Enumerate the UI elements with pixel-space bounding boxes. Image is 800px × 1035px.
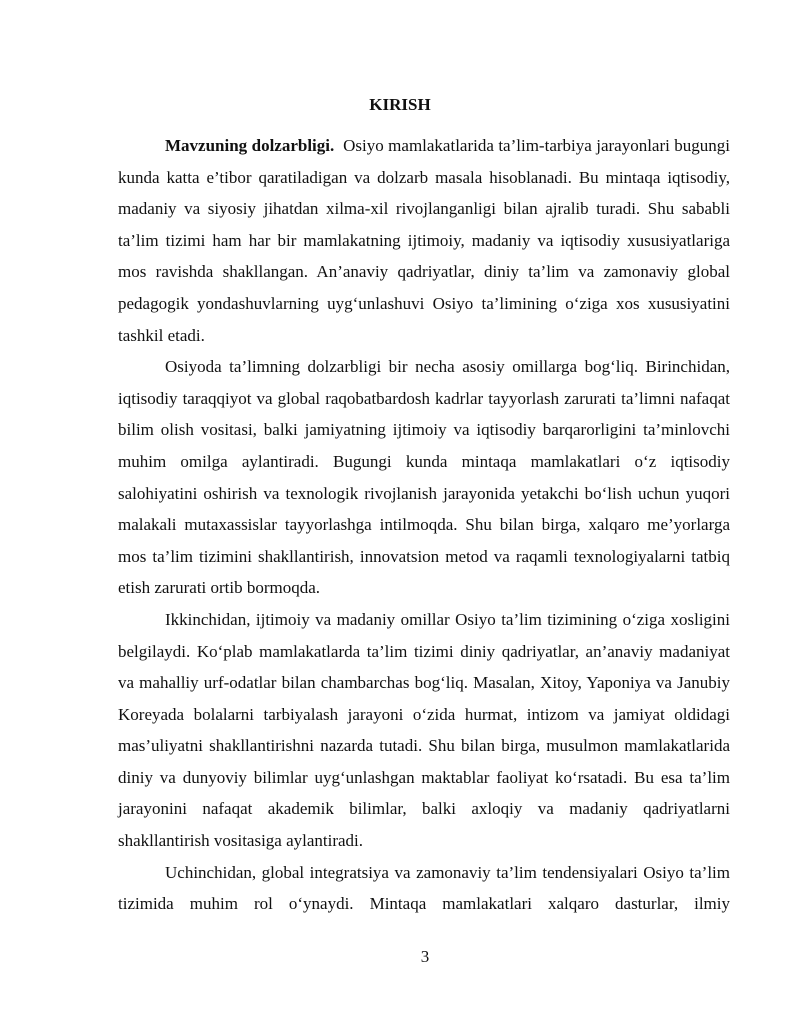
paragraph-intro xyxy=(118,130,735,351)
paragraph: Uchinchidan, global integratsiya va zamonaviy ta’lim tendensiyalari Osiyo ta’lim tizimida muhim rol o‘ynaydi. Mintaqa mamlakatlari xalqaro dasturlar, ilmiy xyxy=(118,862,730,914)
paragraph: Osiyoda ta’limning dolzarbligi bir necha asosiy omillarga bog‘liq. Birinchidan, iqtisodiy taraqqiyot va global raqobatbardosh kadrlar tayyorlash zarurati ta’limni nafaqat bilim olish vositasi, balki jamiyatning ijtimoiy va iqtisodiy barqarorligini ta’minlovchi muhim omilga aylantiradi. Bugungi kunda mintaqa mamlakatlari o‘z iqtisodiy salohiyatini oshirish va texnologik rivojlanish jarayonida yetakchi bo‘lish uchun yuqori malakali mutaxassislar tayyorlashga intilmoqda. Shu bilan birga, xalqaro me’yorlarga mos ta’lim tizimini shakllantirish, innovatsion metod va raqamli texnologiyalarni tatbiq etish zarurati ortib bormoqda. xyxy=(118,357,730,598)
paragraph-text: Osiyo mamlakatlarida ta’lim-tarbiya jarayonlari bugungi kunda katta e’tibor qaratiladigan va dolzarb masala hisoblanadi. Bu mintaqa iqtisodiy, madaniy va siyosiy jihatdan xilma-xil rivojlanganligi bilan ajralib turadi. Shu sababli ta’lim tizimi ham har bir mamlakatning ijtimoiy, madaniy va iqtisodiy xususiyatlariga mos ravishda shakllangan. An’anaviy qadriyatlar, diniy ta’lim va zamonaviy global pedagogik yondashuvlarning uyg‘unlashuvi Osiyo ta’limining o‘ziga xos xususiyatini tashkil etadi. xyxy=(118,136,735,345)
paragraph: Ikkinchidan, ijtimoiy va madaniy omillar Osiyo ta’lim tizimining o‘ziga xosligini belgilaydi. Ko‘plab mamlakatlarda ta’lim tizimi diniy qadriyatlar, an’anaviy madaniyat va mahalliy urf-odatlar bilan chambarchas bog‘liq. Masalan, Xitoy, Yaponiya va Janubiy Koreyada bolalarni tarbiyalash jarayoni o‘zida hurmat, intizom va jamiyat oldidagi mas’uliyatni shakllantirishni nazarda tutadi. Shu bilan birga, musulmon mamlakatlarida diniy va dunyoviy bilimlar uyg‘unlashgan maktablar faoliyat ko‘rsatadi. Bu esa ta’lim jarayonini nafaqat akademik bilimlar, balki axloqiy va madaniy qadriyatlarni shakllantirish vositasiga aylantiradi. xyxy=(118,609,730,851)
page-number: 3 xyxy=(420,947,430,966)
body-text xyxy=(118,130,735,920)
page-title: KIRISH xyxy=(369,95,431,114)
lead-heading: Mavzuning dolzarbligi. xyxy=(165,136,335,155)
